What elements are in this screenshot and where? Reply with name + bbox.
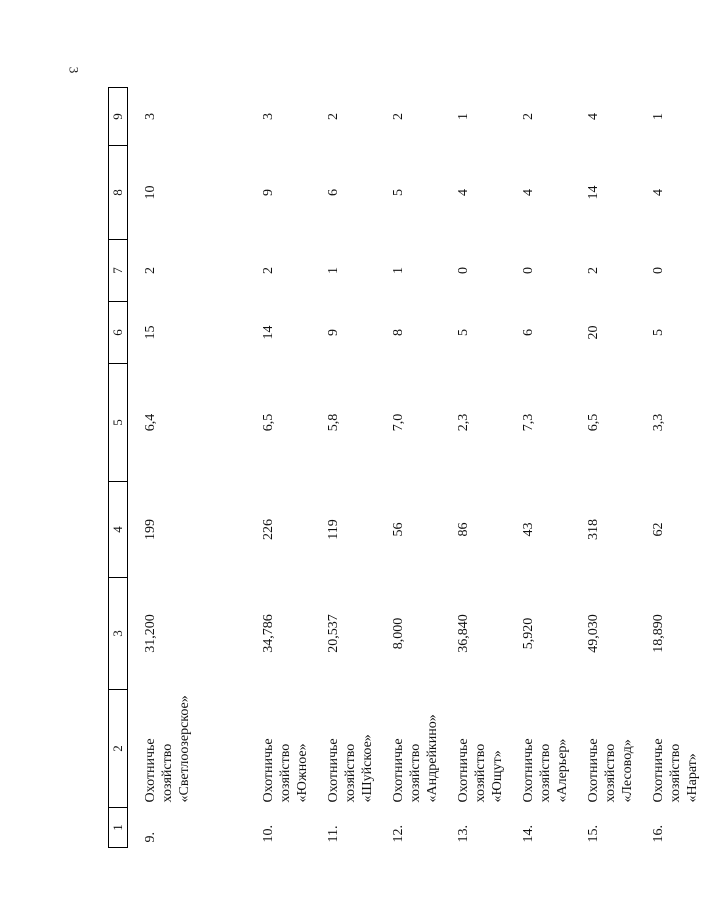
value-cell: 2 — [260, 267, 276, 274]
value-cell: 15 — [143, 325, 158, 340]
farm-name-cell — [506, 690, 571, 808]
farm-name-cell — [636, 690, 701, 808]
column-header: 6 — [109, 302, 128, 364]
farm-name-line: «Андрейкино» — [424, 714, 440, 803]
value-cell: 1 — [325, 267, 341, 274]
value-cell: 49,030 — [585, 614, 601, 653]
farm-name-line: «Шуйское» — [359, 734, 375, 803]
column-header: 8 — [109, 146, 128, 240]
value-cell: 6,4 — [143, 413, 158, 432]
farm-name-cell — [441, 690, 506, 808]
table-row — [636, 88, 701, 848]
row-number-cell: 14. — [520, 825, 536, 843]
value-cell: 43 — [520, 522, 536, 537]
row-number-cell: 12. — [390, 825, 406, 843]
farm-name-cell — [246, 690, 311, 808]
value-cell: 318 — [585, 519, 601, 540]
value-cell: 4 — [585, 113, 601, 120]
column-header: 3 — [109, 578, 128, 690]
value-cell: 5,8 — [325, 413, 341, 432]
farm-name-line: хозяйство — [537, 743, 553, 803]
farm-name-line: Охотничье — [325, 738, 341, 803]
farm-name-line: Охотничье — [455, 738, 471, 803]
farm-name-line: Охотничье — [650, 738, 666, 803]
table-row — [311, 88, 376, 848]
value-cell: 7,0 — [390, 413, 406, 432]
value-cell: 1 — [650, 113, 666, 120]
column-header: 4 — [109, 482, 128, 578]
table-row — [128, 88, 246, 848]
farm-name-line: «Лесовод» — [619, 739, 635, 803]
value-cell: 0 — [520, 267, 536, 274]
value-cell: 226 — [260, 519, 276, 540]
farm-name-line: «Светлоозерское» — [177, 695, 192, 803]
value-cell: 2 — [520, 113, 536, 120]
value-cell: 8,000 — [390, 617, 406, 650]
farm-name-line: Охотничье — [143, 738, 158, 803]
value-cell: 1 — [455, 113, 471, 120]
value-cell: 9 — [325, 329, 341, 336]
value-cell: 10 — [143, 185, 158, 200]
value-cell: 4 — [650, 189, 666, 196]
value-cell: 4 — [520, 189, 536, 196]
value-cell: 8 — [390, 329, 406, 336]
value-cell: 6,5 — [260, 413, 276, 432]
value-cell: 0 — [650, 267, 666, 274]
farm-name-cell — [128, 690, 246, 808]
value-cell: 20,537 — [325, 614, 341, 653]
rotated-table-wrapper — [108, 88, 700, 848]
farm-name-cell — [311, 690, 376, 808]
value-cell: 20 — [585, 325, 601, 340]
value-cell: 5 — [390, 189, 406, 196]
value-cell: 199 — [143, 519, 158, 540]
farm-name-line: «Алерьер» — [554, 738, 570, 803]
farm-name-cell — [376, 690, 441, 808]
value-cell: 36,840 — [455, 614, 471, 653]
value-cell: 2,3 — [455, 413, 471, 432]
table-row — [506, 88, 571, 848]
farm-name-cell — [571, 690, 636, 808]
value-cell: 6 — [520, 329, 536, 336]
value-cell: 3 — [260, 113, 276, 120]
value-cell: 5 — [455, 329, 471, 336]
farm-name-line: хозяйство «Ющут» — [472, 743, 505, 803]
row-number-cell: 9. — [143, 832, 158, 843]
farm-name-line: Охотничье — [260, 738, 276, 803]
table-row — [246, 88, 311, 848]
page-number: 3 — [66, 66, 82, 74]
row-number-cell: 15. — [585, 825, 601, 843]
column-header: 1 — [109, 808, 128, 848]
table-row — [441, 88, 506, 848]
value-cell: 14 — [260, 325, 276, 340]
farm-name-line: «Южное» — [294, 743, 310, 803]
value-cell: 2 — [143, 267, 158, 274]
table-row — [376, 88, 441, 848]
column-header: 2 — [109, 690, 128, 808]
farm-name-line: хозяйство — [667, 743, 683, 803]
row-number-cell: 10. — [260, 825, 276, 843]
value-cell: 4 — [455, 189, 471, 196]
row-number-cell: 13. — [455, 825, 471, 843]
value-cell: 5,920 — [520, 617, 536, 650]
value-cell: 3 — [143, 113, 158, 120]
farm-name-line: хозяйство — [407, 743, 423, 803]
value-cell: 31,200 — [143, 614, 158, 653]
value-cell: 7,3 — [520, 413, 536, 432]
hunting-farms-table — [108, 87, 701, 848]
table-row — [571, 88, 636, 848]
value-cell: 0 — [455, 267, 471, 274]
column-header: 5 — [109, 364, 128, 482]
value-cell: 56 — [390, 522, 406, 537]
farm-name-line: Охотничье — [520, 738, 536, 803]
value-cell: 5 — [650, 329, 666, 336]
farm-name-line: хозяйство — [160, 743, 175, 803]
value-cell: 34,786 — [260, 614, 276, 653]
value-cell: 1 — [390, 267, 406, 274]
farm-name-line: Охотничье — [390, 738, 406, 803]
farm-name-line: Охотничье — [585, 738, 601, 803]
column-header: 9 — [109, 88, 128, 146]
table-header-row — [109, 88, 128, 848]
column-header: 7 — [109, 240, 128, 302]
value-cell: 9 — [260, 189, 276, 196]
value-cell: 3,3 — [650, 413, 666, 432]
value-cell: 6 — [325, 189, 341, 196]
farm-name-line: хозяйство — [602, 743, 618, 803]
value-cell: 86 — [455, 522, 471, 537]
value-cell: 14 — [585, 185, 601, 200]
row-number-cell: 11. — [325, 825, 341, 843]
farm-name-line: «Нарат» — [684, 753, 700, 803]
farm-name-line: хозяйство — [277, 743, 293, 803]
value-cell: 62 — [650, 522, 666, 537]
row-number-cell: 16. — [650, 825, 666, 843]
value-cell: 119 — [325, 519, 341, 540]
value-cell: 2 — [390, 113, 406, 120]
farm-name-line: хозяйство — [342, 743, 358, 803]
value-cell: 2 — [585, 267, 601, 274]
value-cell: 18,890 — [650, 614, 666, 653]
value-cell: 2 — [325, 113, 341, 120]
value-cell: 6,5 — [585, 413, 601, 432]
